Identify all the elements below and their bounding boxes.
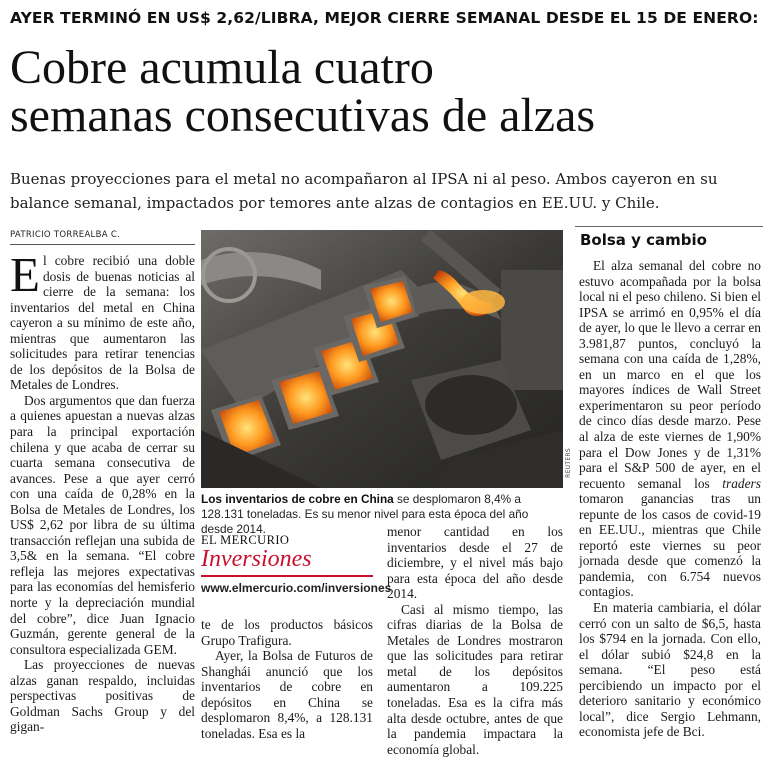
ad-brand: EL MERCURIO [201, 533, 290, 547]
article-paragraph: El cobre recibió una doble dosis de buenas noticias al cierre de la semana: los inventarios del metal en China cayeron a su mínimo de este año, mientras que aumentaron las solicitudes para retirar tenencias de los depósitos de la Bolsa de Metales de Londres. [10, 247, 195, 393]
photo-credit: REUTERS [565, 448, 572, 478]
caption-lead: Los inventarios de cobre en China [201, 492, 394, 506]
photo-illustration [201, 230, 563, 488]
ad-divider [201, 575, 373, 577]
headline-line-2: semanas consecutivas de alzas [10, 89, 596, 142]
caption-text: se desplomaron 8,4% a 128.131 toneladas. Es su menor nivel para esta época del año desde 2014. [201, 492, 529, 536]
article-paragraph: menor cantidad en los inventarios desde el 27 de diciembre, y el nivel más bajo para esta época del año desde 2014. [387, 524, 563, 602]
article-subhead: Buenas proyecciones para el metal no acompañaron al IPSA ni al peso. Ambos cayeron en su balance semanal, impactados por temores ante alzas de contagios en EE.UU. y Chile. [10, 170, 718, 212]
article-byline: PATRICIO TORREALBA C. [10, 230, 121, 240]
article-paragraph: te de los productos básicos Grupo Trafigura. [201, 617, 373, 648]
copper-foundry-photo [201, 230, 563, 488]
article-paragraph: Dos argumentos que dan fuerza a quienes apuestan a nuevas alzas para la principal exportación chilena y que acaba de cerrar su cuarta semana consecutiva de avances. Pese a que ayer cerró con una caída de 0,28% en la Bolsa de Metales de Londres, los US$ 2,62 por libra de su última transacción reflejan una subida de 3,5& en la semana. “El cobre refleja las mejores expectativas para las economías del hemisferio norte y la depreciación mundial del cobre”, dice Juan Ignacio Guzmán, gerente general de la consultora especializada GEM. [10, 392, 195, 657]
article-paragraph: Las proyecciones de nuevas alzas ganan respaldo, incluidas perspectivas positivas de Goldman Sachs Group y del gigan- [10, 657, 195, 735]
article-paragraph: Ayer, la Bolsa de Futuros de Shanghái anunció que los inventarios de cobre en depósitos en China se desplomaron 8,4%, a 128.131 toneladas. Esa es la [201, 648, 373, 741]
article-kicker: AYER TERMINÓ EN US$ 2,62/LIBRA, MEJOR CIERRE SEMANAL DESDE EL 15 DE ENERO: [10, 9, 759, 27]
sidebar-paragraph: En materia cambiaria, el dólar cerró con un salto de $6,5, hasta los $794 en la jornada. Con ello, el dólar subió $24,8 en la semana. “El peso está percibiendo un impacto por el deterioro sanitario y económico local”, dice Sergio Lehmann, economista jefe de Bci. [579, 600, 761, 740]
sidebar-divider [575, 226, 763, 227]
sidebar-title: Bolsa y cambio [580, 231, 707, 249]
sidebar-paragraph: El alza semanal del cobre no estuvo acompañada por la bolsa local ni el peso chileno. Si bien el IPSA se arrimó en 0,95% el día de ayer, lo que le llevo a cerrar en 3.981,87 puntos, concluyó la semana con una caída de 1,28%, en un marco en el que los mayores índices de Wall Street experimentaron su peor período de cinco días desde marzo. Pese al alza de este viernes de 1,90% para el Dow Jones y de 1,31% para el S&P 500 de ayer, en el recuento semanal los traders tomaron ganancias tras un repunte de los casos de covid-19 en EE.UU., mientras que Chile reportó este viernes su peor jornada desde que comenzó la pandemia, con 6.754 nuevos contagios. [579, 258, 761, 600]
ad-url-link[interactable]: www.elmercurio.com/inversiones [201, 581, 392, 595]
article-headline [10, 41, 760, 142]
sidebar-body [579, 258, 761, 740]
inversiones-ad[interactable] [201, 533, 392, 611]
drop-cap: E [10, 247, 40, 302]
ad-section-title: Inversiones [201, 546, 312, 572]
article-column-2 [201, 617, 373, 741]
byline-divider [10, 244, 195, 245]
article-column-3 [387, 524, 563, 757]
headline-line-1: Cobre acumula cuatro [10, 41, 434, 94]
article-column-1 [10, 247, 195, 735]
article-paragraph: Casi al mismo tiempo, las cifras diarias de la Bolsa de Metales de Londres mostraron que las solicitudes para retirar metal de los depósitos aumentaron a 109.225 toneladas. Esa es la cifra más alta desde octubre, antes de que la pandemia impactara la economía global. [387, 601, 563, 757]
